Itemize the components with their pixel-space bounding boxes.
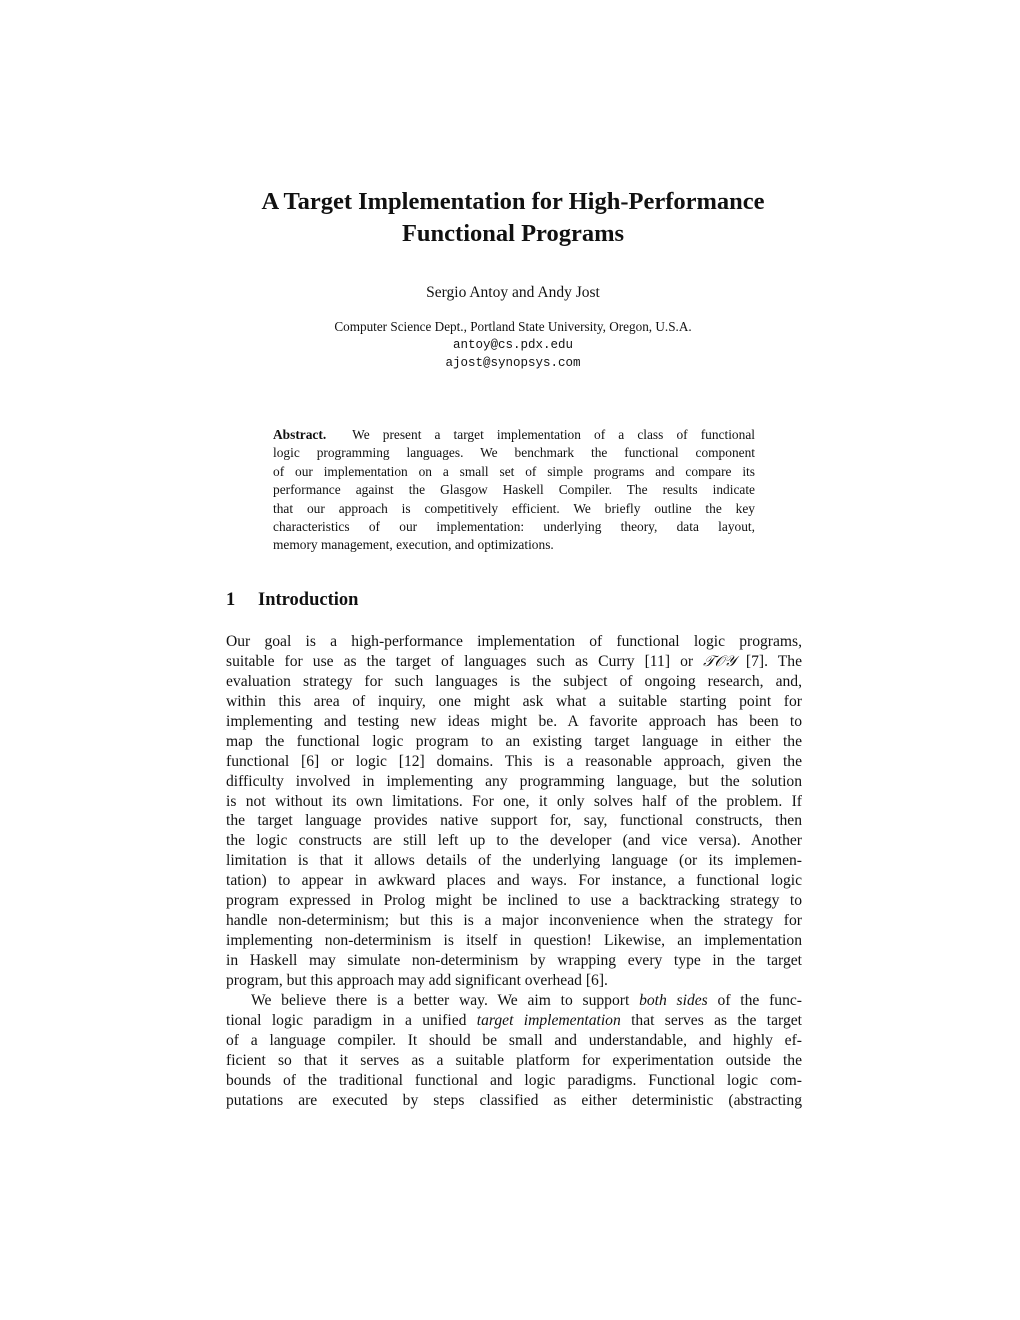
body-line: within this area of inquiry, one might ask what a suitable starting point for — [226, 692, 802, 710]
body-line: program, but this approach may add significant overhead [6]. — [226, 971, 608, 989]
body-line: putations are executed by steps classified as either deterministic (abstracting — [226, 1091, 802, 1109]
body-line: difficulty involved in implementing any programming language, but the solution — [226, 772, 802, 790]
body-line: program expressed in Prolog might be inclined to use a backtracking strategy to — [226, 892, 802, 910]
body-text-fragment: that serves as the target — [631, 1011, 802, 1029]
body-line — [226, 1011, 802, 1031]
title-line: Functional Programs — [401, 220, 625, 247]
body-line — [226, 991, 802, 1011]
body-text-fragment: We believe there is a better way. We aim to support — [251, 991, 630, 1009]
title-line: A Target Implementation for High-Performance — [261, 188, 765, 215]
body-line: functional [6] or logic [12] domains. This is a reasonable approach, given the — [226, 752, 802, 770]
body-line — [226, 652, 802, 672]
abstract-line: performance against the Glasgow Haskell Compiler. The results indicate — [273, 482, 755, 498]
body-line: in Haskell may simulate non-determinism by wrapping every type in the target — [226, 952, 802, 969]
body-text-fragment: [7]. The — [745, 652, 802, 670]
toy-language-name: 𝒯𝒪𝒴 — [703, 651, 736, 670]
body-line: the target language provides native support for, say, functional constructs, then — [226, 812, 802, 830]
abstract-line: that our approach is competitively efficient. We briefly outline the key — [273, 500, 755, 516]
section-heading — [226, 588, 358, 612]
authors: Sergio Antoy and Andy Jost — [426, 284, 600, 301]
abstract-line: logic programming languages. We benchmark the functional component — [273, 445, 755, 461]
body-line: Our goal is a high-performance implementation of functional logic programs, — [226, 633, 802, 650]
affiliation-block — [120, 318, 906, 372]
body-line: handle non-determinism; but this is a major inconvenience when the strategy for — [226, 912, 802, 930]
body-line: evaluation strategy for such languages is the subject of ongoing research, and, — [226, 672, 802, 690]
body-line: ficient so that it serves as a suitable platform for experimentation outside the — [226, 1051, 802, 1069]
emphasis: both sides — [639, 991, 708, 1009]
paper-title — [120, 186, 906, 250]
body-text-fragment: suitable for use as the target of languages such as Curry [11] or — [226, 652, 694, 670]
body-line: of a language compiler. It should be small and understandable, and highly ef- — [226, 1031, 802, 1049]
body-line: is not without its own limitations. For one, it only solves half of the problem. If — [226, 792, 802, 810]
body-line: tation) to appear in awkward places and ways. For instance, a functional logic — [226, 872, 802, 890]
body-line: implementing and testing new ideas might be. A favorite approach has been to — [226, 712, 802, 730]
abstract-text: We present a target implementation of a class of functional — [352, 427, 755, 442]
section-title: Introduction — [258, 590, 359, 610]
email: ajost@synopsys.com — [445, 356, 581, 370]
body-line: limitation is that it allows details of the underlying language (or its implemen- — [226, 852, 802, 870]
section-number: 1 — [226, 590, 236, 610]
emphasis: target implementation — [476, 1011, 621, 1029]
abstract — [273, 426, 755, 555]
body-text — [226, 632, 802, 1111]
body-line: implementing non-determinism is itself in question! Likewise, an implementation — [226, 932, 802, 950]
body-line: bounds of the traditional functional and logic paradigms. Functional logic com- — [226, 1071, 802, 1089]
body-line: the logic constructs are still left up to the developer (and vice versa). Another — [226, 832, 802, 850]
body-text-fragment: of the func- — [717, 991, 802, 1009]
affiliation: Computer Science Dept., Portland State University, Oregon, U.S.A. — [334, 319, 692, 334]
abstract-label: Abstract. — [273, 427, 327, 442]
email: antoy@cs.pdx.edu — [452, 338, 574, 352]
abstract-line: memory management, execution, and optimizations. — [273, 537, 554, 553]
body-line: map the functional logic program to an existing target language in either the — [226, 732, 802, 750]
abstract-line: characteristics of our implementation: underlying theory, data layout, — [273, 519, 755, 535]
abstract-line — [273, 426, 755, 444]
body-text-fragment: tional logic paradigm in a unified — [226, 1011, 467, 1029]
abstract-line: of our implementation on a small set of simple programs and compare its — [273, 463, 755, 479]
